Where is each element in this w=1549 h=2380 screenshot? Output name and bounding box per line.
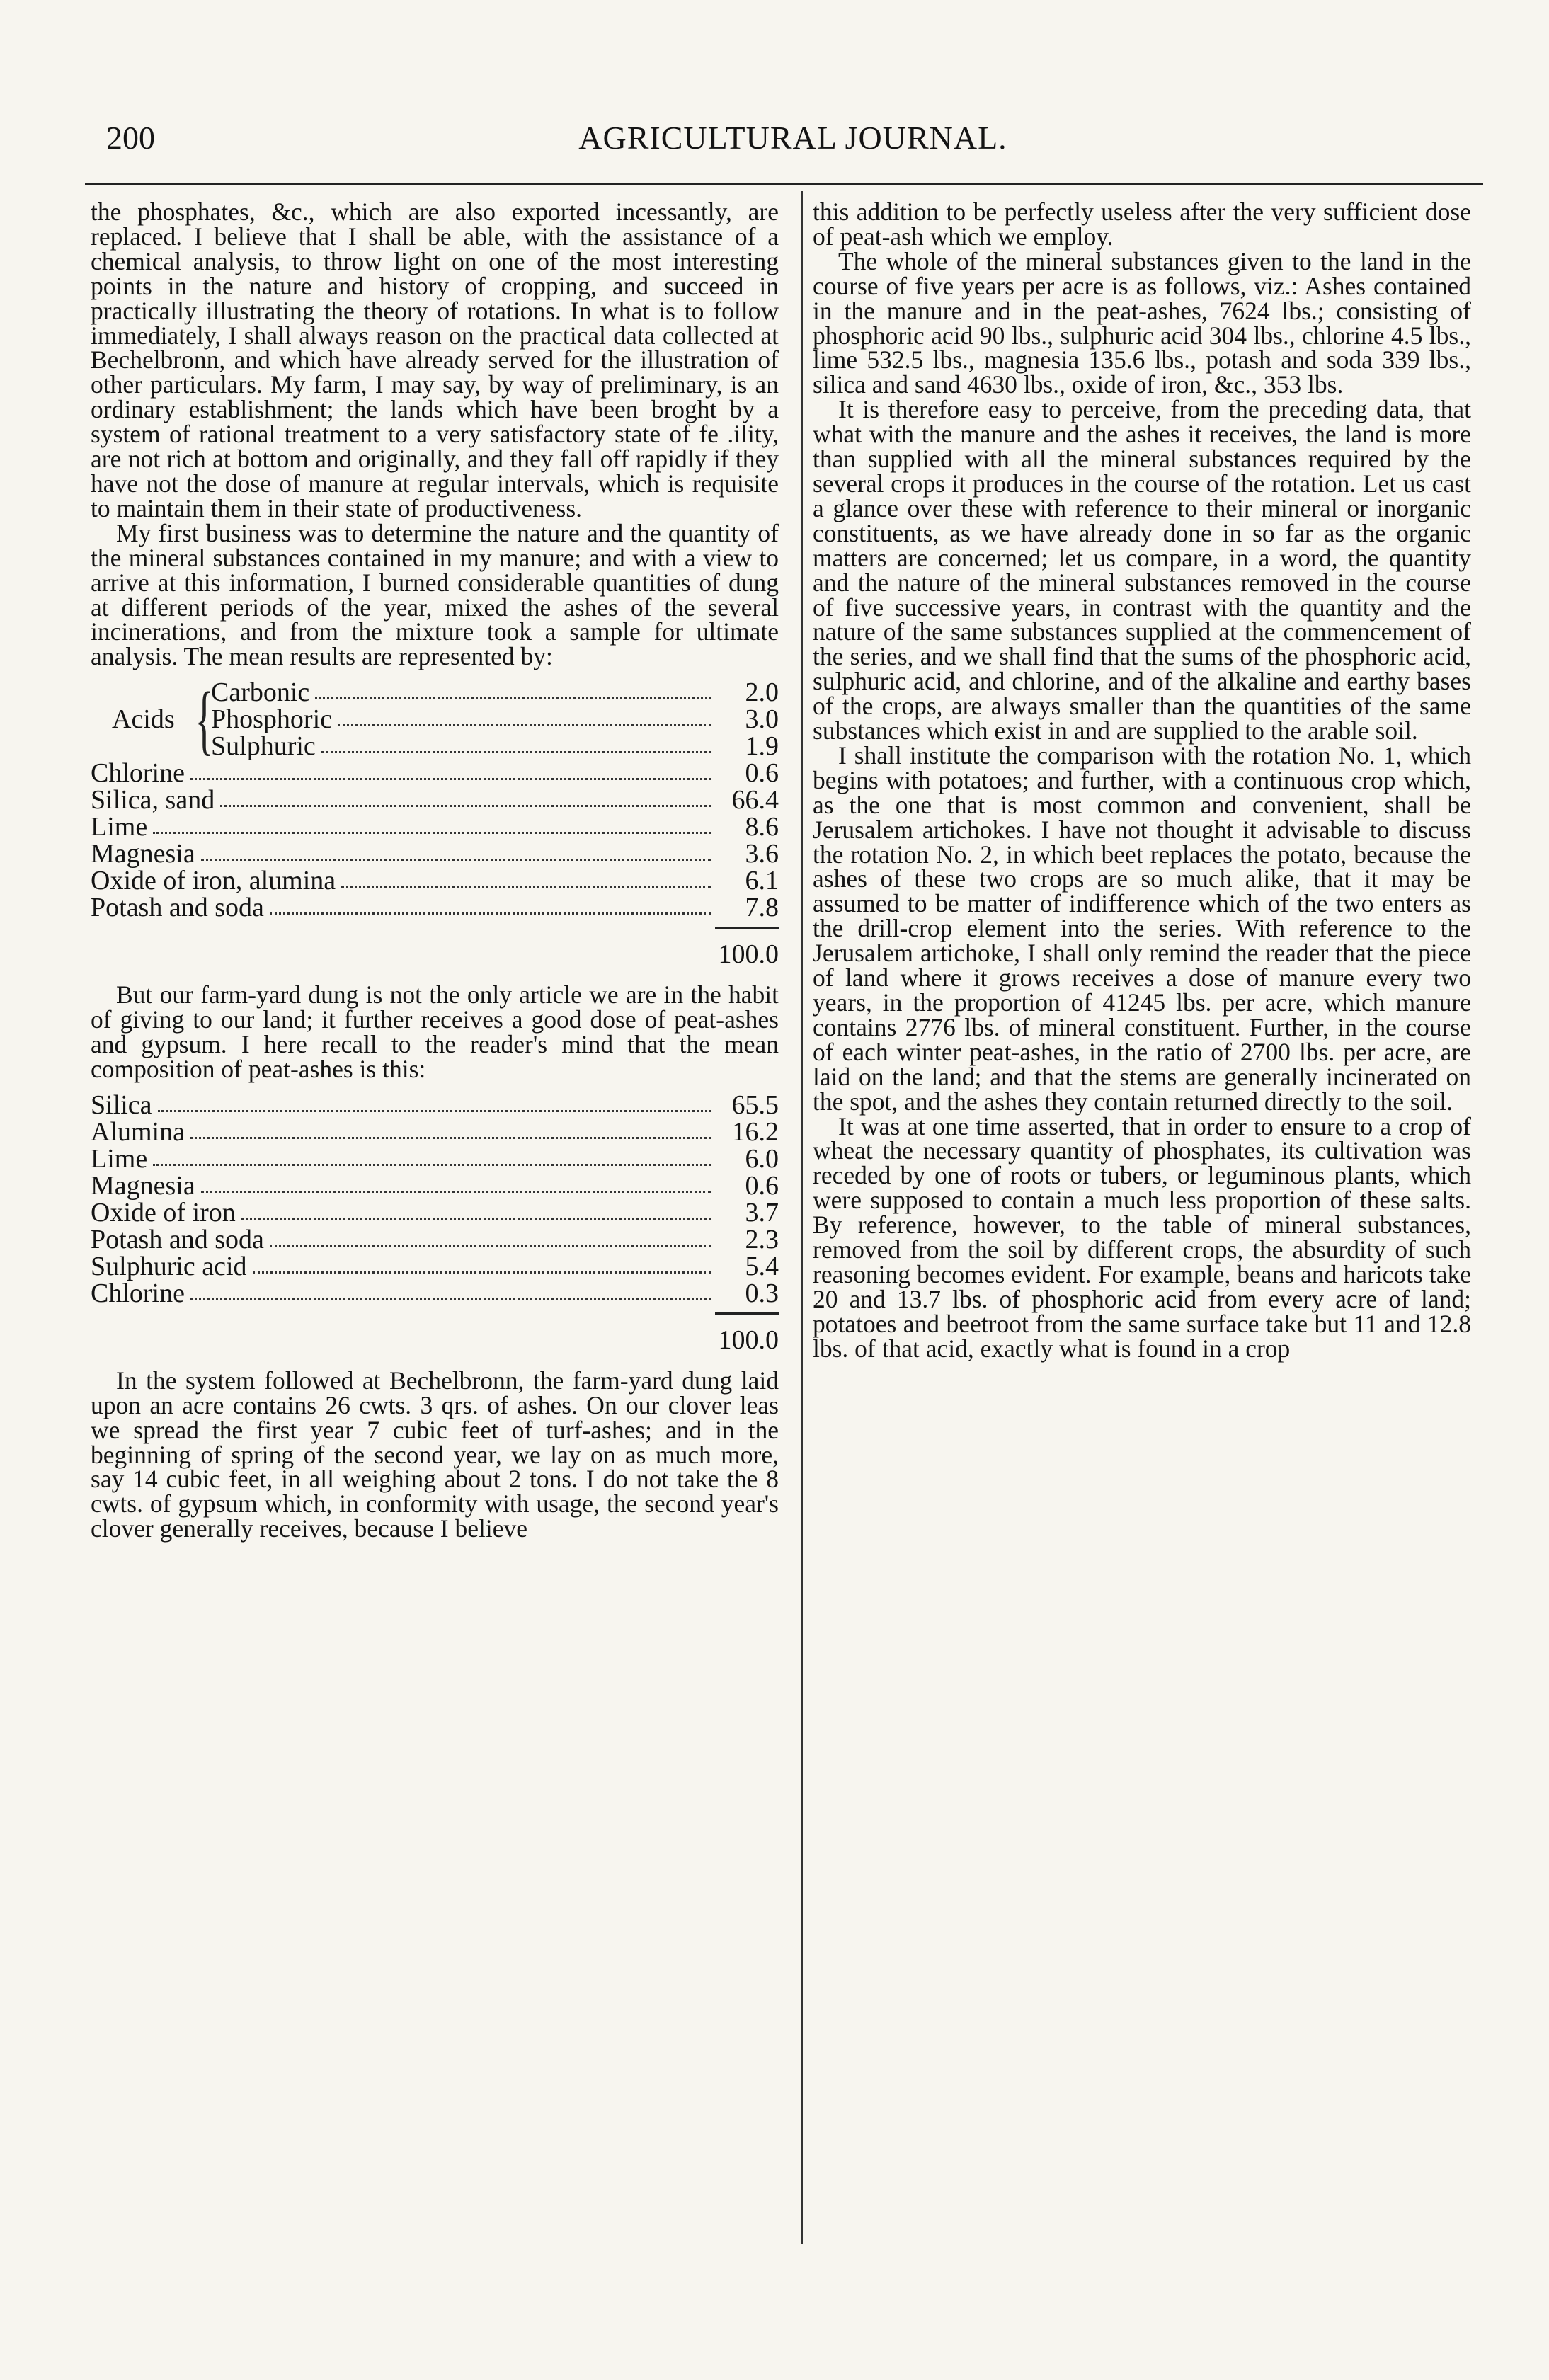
right-paragraph-4: I shall institute the comparison with the rotation No. 1, which begins with potatoes; and further, with a continuous crop which, as the one that is most common and convenient, shall be Jerusalem artichokes. I have not thought it advisable to discuss the rotation No. 2, in which beet replaces the potato, because the ashes of these two crops are so much alike, that it may be assumed to be matter of indifference which of the two enters as the drill-crop element into the series. With reference to the Jerusalem artichoke, I shall only remind the reader that the piece of land where it grows receives a dose of manure every two years, in the proportion of 41245 lbs. per acre, which manure contains 2776 lbs. of mineral constituent. Further, in the course of each winter peat-ashes, in the ratio of 2700 lbs. per acre, are laid on the land; and that the stems are generally incinerated on the spot, and the ashes they contain returned directly to the soil. (813, 740, 1471, 1116)
table-row: Sulphuric 1.9 (211, 731, 779, 762)
brace-icon: { (195, 676, 214, 763)
table-row: Sulphuric acid 5.4 (91, 1251, 779, 1281)
table-row: Chlorine 0.6 (91, 758, 779, 789)
page-number: 200 (106, 120, 155, 156)
table-row: Alumina 16.2 (91, 1116, 779, 1147)
right-paragraph-3: It is therefore easy to perceive, from the preceding data, that what with the manure and the ashes it receives, the land is more than supplied with all the mineral substances required by the several crops it produces in the course of the rotation. Let us cast a glance over these with reference to their mineral or inorganic constituents, as we have already done in so far as the organic matters are concerned; let us compare, in a word, the quantity and the nature of the mineral substances removed in the course of five successive years, in contrast with the quantity and the nature of the same substances supplied at the commencement of the series, and we shall find that the sums of the phosphoric acid, sulphuric acid, and chlorine, and of the alkaline and earthy bases of the crops, are always smaller than the quantities of the same substances which exist in and are supplied to the arable soil. (813, 395, 1471, 745)
total-rule (715, 1312, 779, 1315)
right-paragraph-2: The whole of the mineral substances given to the land in the course of five years per acre is as follows, viz.: Ashes contained in the manure and in the peat-ashes, 7624 lbs.; consisting of phosphoric acid 90 lbs., sulphuric acid 304 lbs., chlorine 4.5 lbs., lime 532.5 lbs., magnesia 135.6 lbs., potash and soda 339 lbs., silica and sand 4630 lbs., oxide of iron, &c., 353 lbs. (813, 246, 1471, 399)
header-rule (85, 183, 1483, 185)
table-row: Magnesia 3.6 (91, 839, 779, 869)
total-rule (715, 927, 779, 929)
table-row: Chlorine 0.3 (91, 1278, 779, 1308)
peat-ash-table (91, 1089, 779, 1356)
table-total: 100.0 (718, 939, 779, 970)
table-total: 100.0 (718, 1325, 779, 1355)
right-paragraph-5: It was at one time asserted, that in order to ensure to a crop of wheat the necessary quantity of phosphates, its cultivation was receded by one of roots or tubers, or leguminous plants, which were supposed to contain a much less proportion of these salts. By reference, however, to the table of mineral substances, removed from the soil by different crops, the absurdity of such reasoning becomes evident. For example, beans and haricots take 20 and 13.7 lbs. of phosphoric acid from every acre of land; potatoes and beetroot from the same surface take but 11 and 12.8 lbs. of that acid, exactly what is found in a crop (813, 1111, 1471, 1363)
running-head-title: AGRICULTURAL JOURNAL. (578, 120, 1007, 156)
acids-label: Acids (112, 704, 175, 735)
table-row: Magnesia 0.6 (91, 1170, 779, 1201)
right-column (813, 200, 1471, 1361)
table-row: Potash and soda 2.3 (91, 1224, 779, 1254)
table-row: Phosphoric 3.0 (211, 704, 779, 735)
table-row: Silica, sand 66.4 (91, 785, 779, 816)
page-header (106, 113, 1480, 170)
left-paragraph-1: the phosphates, &c., which are also exported incessantly, are replaced. I believe that I shall be able, with the assistance of a chemical analysis, to throw light on one of the most interesting points in the nature and history of cropping, and succeed in practically illustrating the theory of rotations. In what is to follow immediately, I shall always reason on the practical data collected at Bechelbronn, and which have already served for the illustration of other particulars. My farm, I may say, by way of preliminary, is an ordinary establishment; the lands which have been broght by a system of rational treatment to a very satisfactory state of fe .ility, are not rich at bottom and originally, and they fall off rapidly if they have not the dose of manure at regular intervals, which is requisite to maintain them in their state of productiveness. (91, 198, 779, 522)
table-row: Lime 8.6 (91, 812, 779, 842)
left-paragraph-3: But our farm-yard dung is not the only article we are in the habit of giving to our land; it further receives a good dose of peat-ashes and gypsum. I here recall to the reader's mind that the mean composition of peat-ashes is this: (91, 980, 779, 1083)
left-paragraph-4: In the system followed at Bechelbronn, the farm-yard dung laid upon an acre contains 26 cwts. 3 qrs. of ashes. On our clover leas we spread the first year 7 cubic feet of turf-ashes; and in the beginning of spring of the second year, we lay on as much more, say 14 cubic feet, in all weighing about 2 tons. I do not take the 8 cwts. of gypsum which, in conformity with usage, the second year's clover generally receives, because I believe (91, 1366, 779, 1543)
left-column (91, 200, 779, 1541)
manure-ash-table (91, 676, 779, 970)
table-row: Lime 6.0 (91, 1143, 779, 1174)
acids-group (112, 676, 779, 763)
table-row: Carbonic 2.0 (211, 677, 779, 708)
table-row: Oxide of iron 3.7 (91, 1197, 779, 1228)
right-paragraph-1: this addition to be perfectly useless after the very sufficient dose of peat-ash which we employ. (813, 198, 1471, 251)
table-row: Potash and soda 7.8 (91, 893, 779, 923)
column-divider (801, 191, 803, 2244)
left-paragraph-2: My first business was to determine the nature and the quantity of the mineral substances contained in my manure; and with a view to arrive at this information, I burned considerable quantities of dung at different periods of the year, mixed the ashes of the several incinerations, and from the mixture took a sample for ultimate analysis. The mean results are represented by: (91, 518, 779, 671)
table-row: Oxide of iron, alumina 6.1 (91, 866, 779, 896)
table-row: Silica 65.5 (91, 1089, 779, 1120)
